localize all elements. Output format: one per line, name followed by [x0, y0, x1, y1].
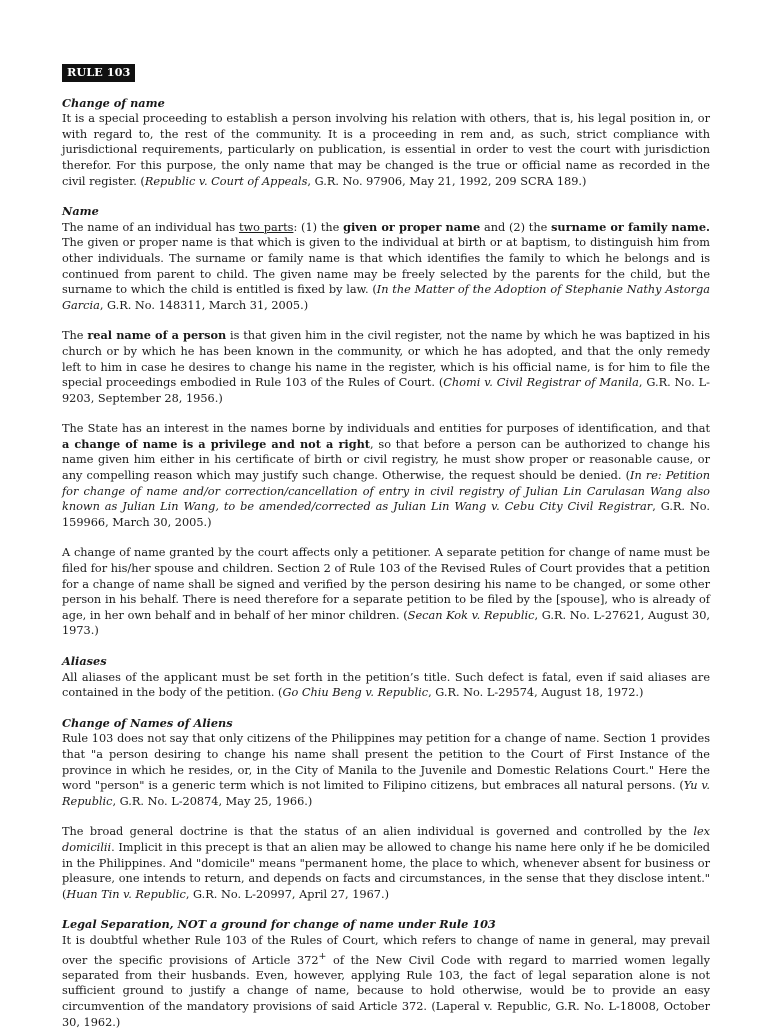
paragraph-name-parts: The name of an individual has two parts: (1) the given or proper name and (2) the surname or family name. The given or proper name is that which is given to the individual at birth or at baptism, to distinguish him from other individuals. The surname or family name is that which identifies the family to which he belongs and is continued from parent to child. The given name may be freely selected by the parents for the child, but the surname to which the child is entitled is fixed by law. (In the Matter of the Adoption of Stephanie Nathy Astorga Garcia, G.R. No. 148311, March 31, 2005.) [62, 219, 711, 312]
heading-name: Name [62, 204, 99, 219]
case-citation: In the Matter of the Adoption of Stephanie Nathy Astorga Garcia [62, 283, 711, 312]
latin-term: lex domicilii [62, 825, 710, 854]
section-change-of-name [62, 96, 710, 190]
paragraph-spouse-petition: A change of name granted by the court affects only a petitioner. A separate petition for change of name must be filed for his/her spouse and children. Section 2 of Rule 103 of the Revised Rules of Court provides that a petition for a change of name shall be signed and verified by the person desiring his name to be changed, or some other person in his behalf. There is need therefore for a separate petition to be filed by the [spouse], who is already of age, in her own behalf and in behalf of her minor children. (Secan Kok v. Republic, G.R. No. L-27621, August 30, 1973.) [62, 546, 710, 638]
heading-aliases: Aliases [62, 654, 107, 668]
underlined-two-parts: two parts [238, 220, 294, 234]
paragraph-state-interest: The State has an interest in the names borne by individuals and entities for purposes of identification, and that a change of name is a privilege and not a right, so that before a person can be authorized to change his name given him either in his certificate of birth or civil registry, he must show proper or reasonable cause, or any compelling reason which may justify such change. Otherwise, the request should be denied. (In re: Petition for change of name and/or correction/cancellation of entry in civil registry of Julian Lin Carulasan Wang also known as Julian Lin Wang, to be amended/corrected as Julian Lin Wang v. Cebu City Civil Registrar, G.R. No. 159966, March 30, 2005.) [62, 422, 710, 529]
rule-badge: RULE 103 [62, 64, 135, 82]
paragraph-aliens-person: Rule 103 does not say that only citizens of the Philippines may petition for a change of name. Section 1 provides that "a person desiring to change his name shall present the petition to the Court of First Instance of the province in which he resides, or, in the City of Manila to the Juvenile and Domestic Relations Court." Here the word "person" is a generic term which is not limited to Filipino citizens, but embraces all natural persons. (Yu v. Republic, G.R. No. L-20874, May 25, 1966.) [62, 732, 710, 808]
section-name [62, 204, 710, 639]
heading-change-of-name: Change of name [62, 95, 165, 110]
case-citation: Chomi v. Civil Registrar of Manila [443, 376, 639, 390]
paragraph-real-name: The real name of a person is that given him in the civil register, not the name by which he was baptized in his church or by which he has been known in the community, or which he has adopted, and that the only remedy left to him in case he desires to change his name in the register, which is his official name, is for him to file the special proceedings embodied in Rule 103 of the Rules of Court. (Chomi v. Civil Registrar of Manila, G.R. No. L-9203, September 28, 1956.) [62, 328, 710, 405]
case-citation: Huan Tin v. Republic [66, 887, 186, 901]
heading-aliens: Change of Names of Aliens [62, 715, 233, 730]
paragraph-legal-separation: It is doubtful whether Rule 103 of the Rules of Court, which refers to change of name in general, may prevail over the specific provisions of Article 372+ of the New Civil Code with regard to married women legally separated from their husbands. Even, however, applying Rule 103, the fact of legal separation alone is not sufficient ground to justify a change of name, because to hold otherwise, would be to provide an easy circumvention of the mandatory provisions of said Article 372. (Laperal v. Republic, G.R. No. L-18008, October 30, 1962.) [62, 933, 710, 1029]
section-legal-separation [62, 917, 710, 1030]
paragraph-change-of-name: It is a special proceeding to establish a person involving his relation with others, that is, his legal position in, or with regard to, the rest of the community. It is a proceeding in rem and, as such, strict compliance with jurisdictional requirements, particularly on publication, is essential in order to vest the court with jurisdiction therefor. For this purpose, the only name that may be changed is the true or official name as recorded in the civil register. (Republic v. Court of Appeals, G.R. No. 97906, May 21, 1992, 209 SCRA 189.) [62, 112, 710, 188]
case-citation: Secan Kok v. Republic [407, 608, 535, 622]
case-citation: In re: Petition for change of name and/or correction/cancellation of entry in civil registry of Julian Lin Carulasan Wang also known as Julian Lin Wang, to be amended/corrected as Julian Lin Wang v. Cebu City Civil Registrar [62, 469, 710, 514]
case-citation: Yu v. Republic [62, 779, 710, 808]
footnote-marker: + [318, 950, 327, 962]
case-citation: Go Chiu Beng v. Republic [282, 686, 429, 700]
heading-legal-separation: Legal Separation, NOT a ground for change of name under Rule 103 [62, 917, 496, 932]
case-citation: Republic v. Court of Appeals [144, 174, 308, 188]
paragraph-aliases: All aliases of the applicant must be set forth in the petition’s title. Such defect is fatal, even if said aliases are contained in the body of the petition. (Go Chiu Beng v. Republic, G.R. No. L-29574, August 18, 1972.) [62, 670, 710, 700]
section-aliases [62, 654, 710, 701]
section-aliens [62, 716, 710, 903]
paragraph-aliens-domicile: The broad general doctrine is that the status of an alien individual is governed and controlled by the lex domicilii. Implicit in this precept is that an alien may be allowed to change his name here only if he be domiciled in the Philippines. And "domicile" means "permanent home, the place to which, whenever absent for business or pleasure, one intends to return, and depends on facts and circumstances, in the sense that they disclose intent." (Huan Tin v. Republic, G.R. No. L-20997, April 27, 1967.) [62, 825, 710, 901]
